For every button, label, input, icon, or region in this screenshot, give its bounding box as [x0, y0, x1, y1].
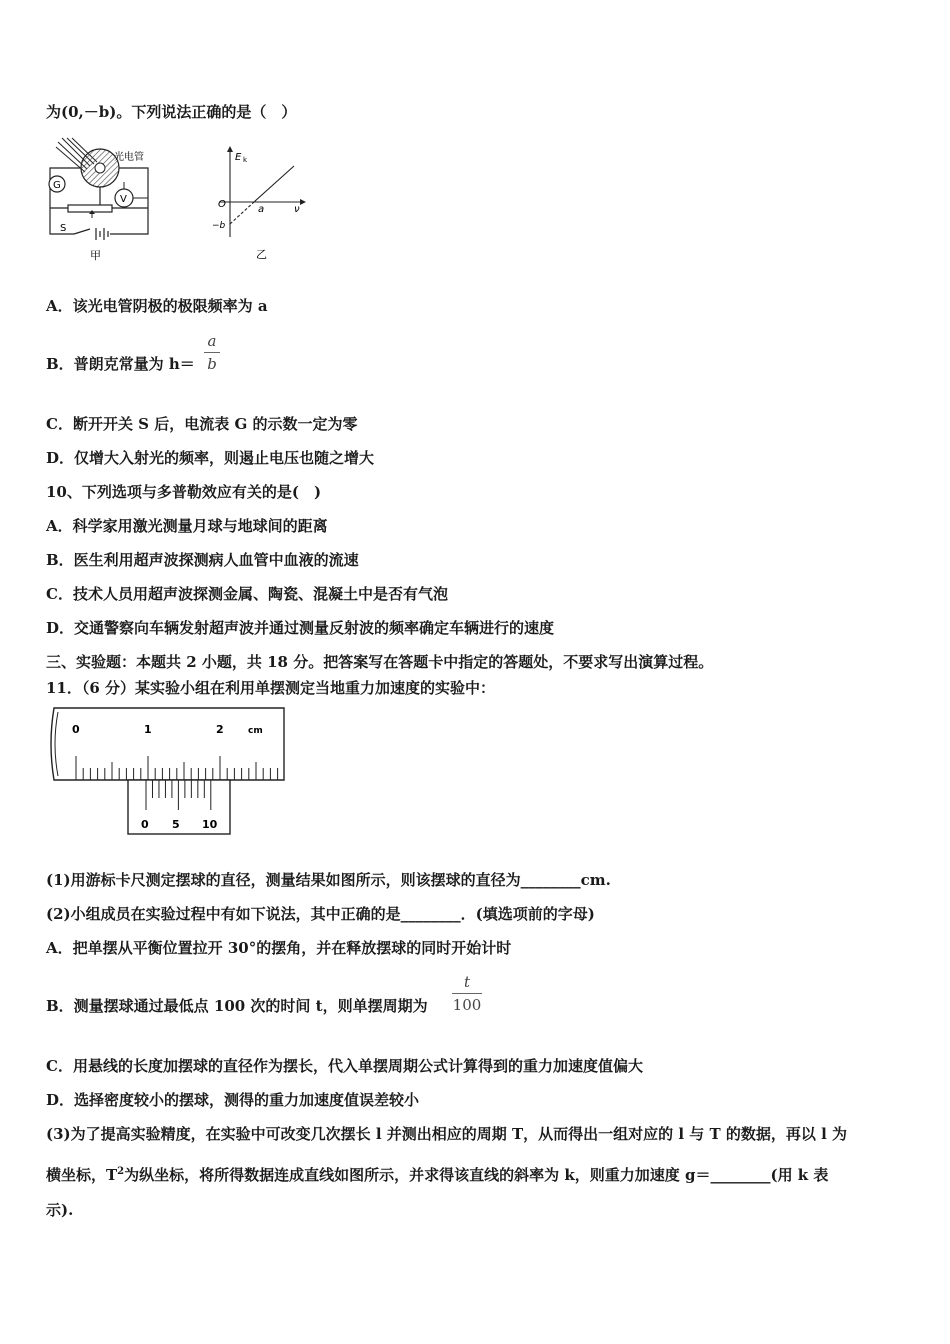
- q9-stem: 为(0,－b)。下列说法正确的是（ ）: [46, 103, 297, 121]
- figure-vernier-caliper: [46, 706, 286, 838]
- q9-option-d: D．仅增大入射光的频率，则遏止电压也随之增大: [46, 449, 375, 467]
- q11-part-1: (1)用游标卡尺测定摆球的直径，测量结果如图所示，则该摆球的直径为________cm.: [46, 871, 611, 889]
- q11-part-3-line-2: [46, 1162, 828, 1185]
- fraction-numerator: a: [207, 332, 217, 350]
- origin-label: O: [218, 199, 226, 210]
- main-scale-1: 1: [144, 723, 152, 736]
- main-scale-0: 0: [72, 723, 80, 736]
- q10-option-d: D．交通警察向车辆发射超声波并通过测量反射波的频率确定车辆进行的速度: [46, 619, 555, 637]
- voltmeter-label: V: [120, 194, 127, 205]
- q11-option-c: C．用悬线的长度加摆球的直径作为摆长，代入单摆周期公式计算得到的重力加速度值偏大: [46, 1057, 643, 1075]
- a-label: a: [258, 204, 265, 215]
- q10-stem: 10、下列选项与多普勒效应有关的是( ): [46, 483, 322, 501]
- q11-option-a: A．把单摆从平衡位置拉开 30°的摆角，并在释放摆球的同时开始计时: [46, 939, 512, 957]
- q10-option-c: C．技术人员用超声波探测金属、陶瓷、混凝土中是否有气泡: [46, 585, 448, 603]
- vernier-scale-5: 5: [172, 818, 180, 831]
- figure-yi-caption: 乙: [256, 248, 267, 261]
- q11-part-3-line-2-a: 横坐标，T: [46, 1166, 118, 1184]
- q11-option-b: B．测量摆球通过最低点 100 次的时间 t，则单摆周期为: [46, 997, 428, 1015]
- b-label: −b: [212, 221, 226, 231]
- q9-option-b: B．普朗克常量为 h＝: [46, 355, 195, 373]
- q9-option-a: A．该光电管阴极的极限频率为 a: [46, 297, 268, 315]
- q9-option-b-fraction: [204, 332, 220, 373]
- q10-option-b: B．医生利用超声波探测病人血管中血液的流速: [46, 551, 359, 569]
- q10-option-a: A．科学家用激光测量月球与地球间的距离: [46, 517, 328, 535]
- vernier-scale-0: 0: [141, 818, 149, 831]
- figure-yi-graph: [210, 142, 310, 264]
- fraction-denominator: b: [207, 355, 217, 373]
- y-axis-sub: k: [243, 156, 248, 164]
- switch-label: S: [60, 223, 67, 234]
- battery: [74, 228, 108, 240]
- q11-part-3-line-1: (3)为了提高实验精度，在实验中可改变几次摆长 l 并测出相应的周期 T，从而得出一组对应的 l 与 T 的数据，再以 l 为: [46, 1125, 848, 1143]
- rheostat: [68, 205, 112, 212]
- vernier-scale-10: 10: [202, 818, 218, 831]
- q11-stem: 11．（6 分）某实验小组在利用单摆测定当地重力加速度的实验中：: [46, 679, 496, 697]
- x-axis-label: ν: [294, 204, 300, 215]
- main-scale-2: 2: [216, 723, 224, 736]
- fraction-numerator: t: [463, 973, 471, 991]
- q11-option-b-fraction: [452, 973, 482, 1014]
- q9-option-c: C．断开开关 S 后，电流表 G 的示数一定为零: [46, 415, 358, 433]
- q11-part-3-line-3: 示).: [46, 1201, 74, 1219]
- y-axis-label: E: [235, 152, 242, 163]
- phototube-label: 光电管: [114, 152, 144, 163]
- q11-part-3-line-2-b: 为纵坐标，将所得数据连成直线如图所示，并求得该直线的斜率为 k，则重力加速度 g＝________(用 k 表: [124, 1166, 829, 1184]
- figure-jia-caption: 甲: [90, 249, 101, 262]
- q11-part-2: (2)小组成员在实验过程中有如下说法，其中正确的是________．(填选项前的字母): [46, 905, 595, 923]
- section-3-heading: 三、实验题：本题共 2 小题，共 18 分。把答案写在答题卡中指定的答题处，不要求写出演算过程。: [46, 653, 714, 671]
- t-squared-superscript: 2: [117, 1166, 125, 1177]
- figure-jia-circuit: [40, 136, 170, 266]
- fraction-denominator: 100: [452, 996, 482, 1014]
- main-scale-unit: cm: [248, 726, 263, 736]
- q11-option-d: D．选择密度较小的摆球，测得的重力加速度值误差较小: [46, 1091, 420, 1109]
- galvanometer-label: G: [53, 180, 61, 191]
